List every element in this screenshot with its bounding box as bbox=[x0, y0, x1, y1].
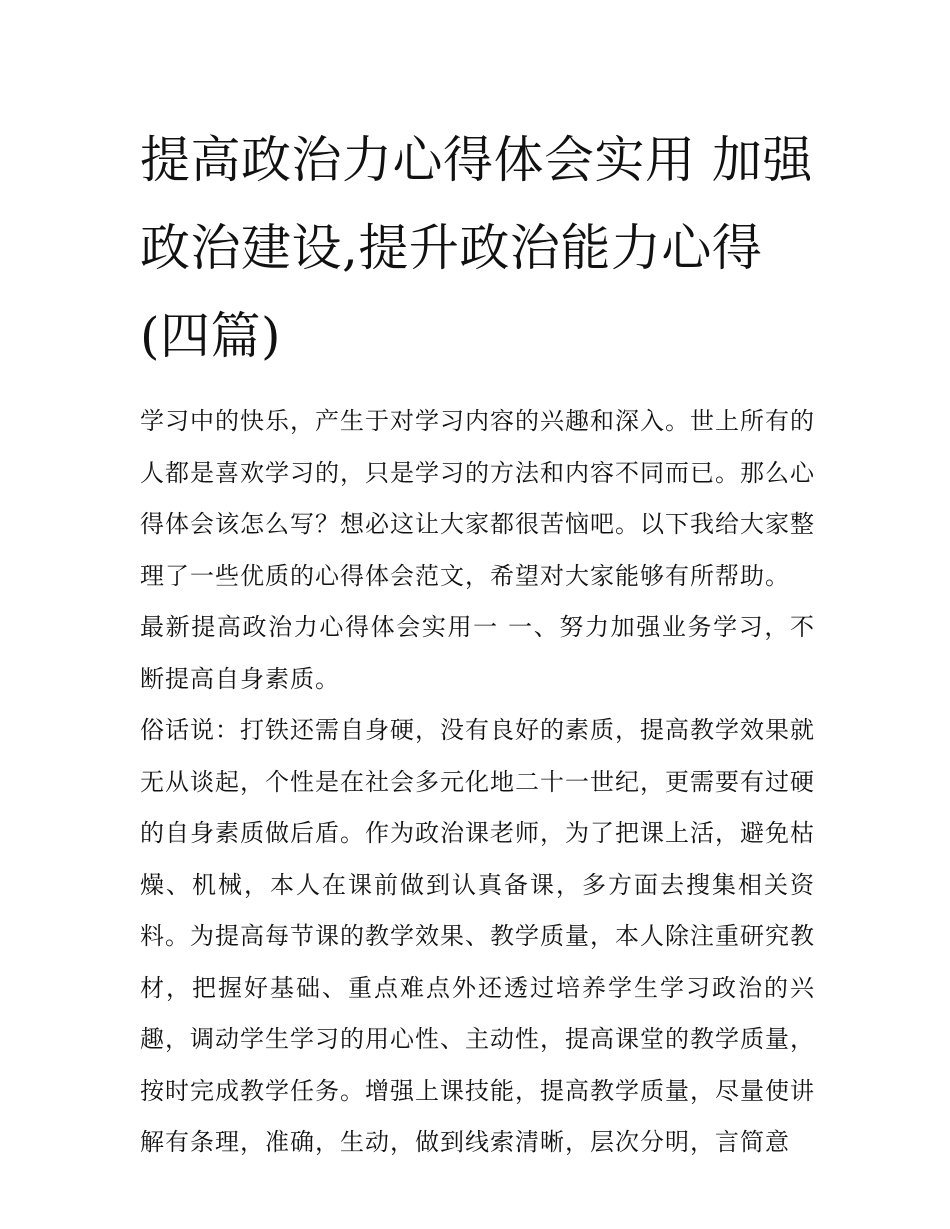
paragraph-section-heading: 最新提高政治力心得体会实用一 一、努力加强业务学习，不断提高自身素质。 bbox=[140, 613, 815, 693]
title-line-3: (四篇) bbox=[140, 307, 282, 365]
paragraph-main: 俗话说：打铁还需自身硬，没有良好的素质，提高教学效果就无从谈起，个性是在社会多元化地二十一世纪，更需要有过硬的自身素质做后盾。作为政治课老师，为了把课上活，避免枯燥、机械，本人在课前做到认真备课，多方面去搜集相关资料。为提高每节课的教学效果、教学质量，本人除注重研究教材，把握好基础、重点难点外还透过培养学生学习政治的兴趣，调动学生学习的用心性、主动性，提高课堂的教学质量，按时完成教学任务。增强上课技能，提高教学质量，尽量使讲解有条理，准确，生动，做到线索清晰，层次分明，言简意 bbox=[140, 716, 815, 1156]
title-line-1: 提高政治力心得体会实用 加强 bbox=[140, 131, 813, 189]
document-body bbox=[140, 396, 815, 1169]
document-title bbox=[140, 116, 815, 380]
title-line-2: 政治建设,提升政治能力心得 bbox=[140, 219, 763, 277]
paragraph-intro: 学习中的快乐，产生于对学习内容的兴趣和深入。世上所有的人都是喜欢学习的，只是学习的方法和内容不同而已。那么心得体会该怎么写？想必这让大家都很苦恼吧。以下我给大家整理了一些优质的心得体会范文，希望对大家能够有所帮助。 bbox=[140, 407, 815, 590]
document-page bbox=[140, 116, 815, 1169]
